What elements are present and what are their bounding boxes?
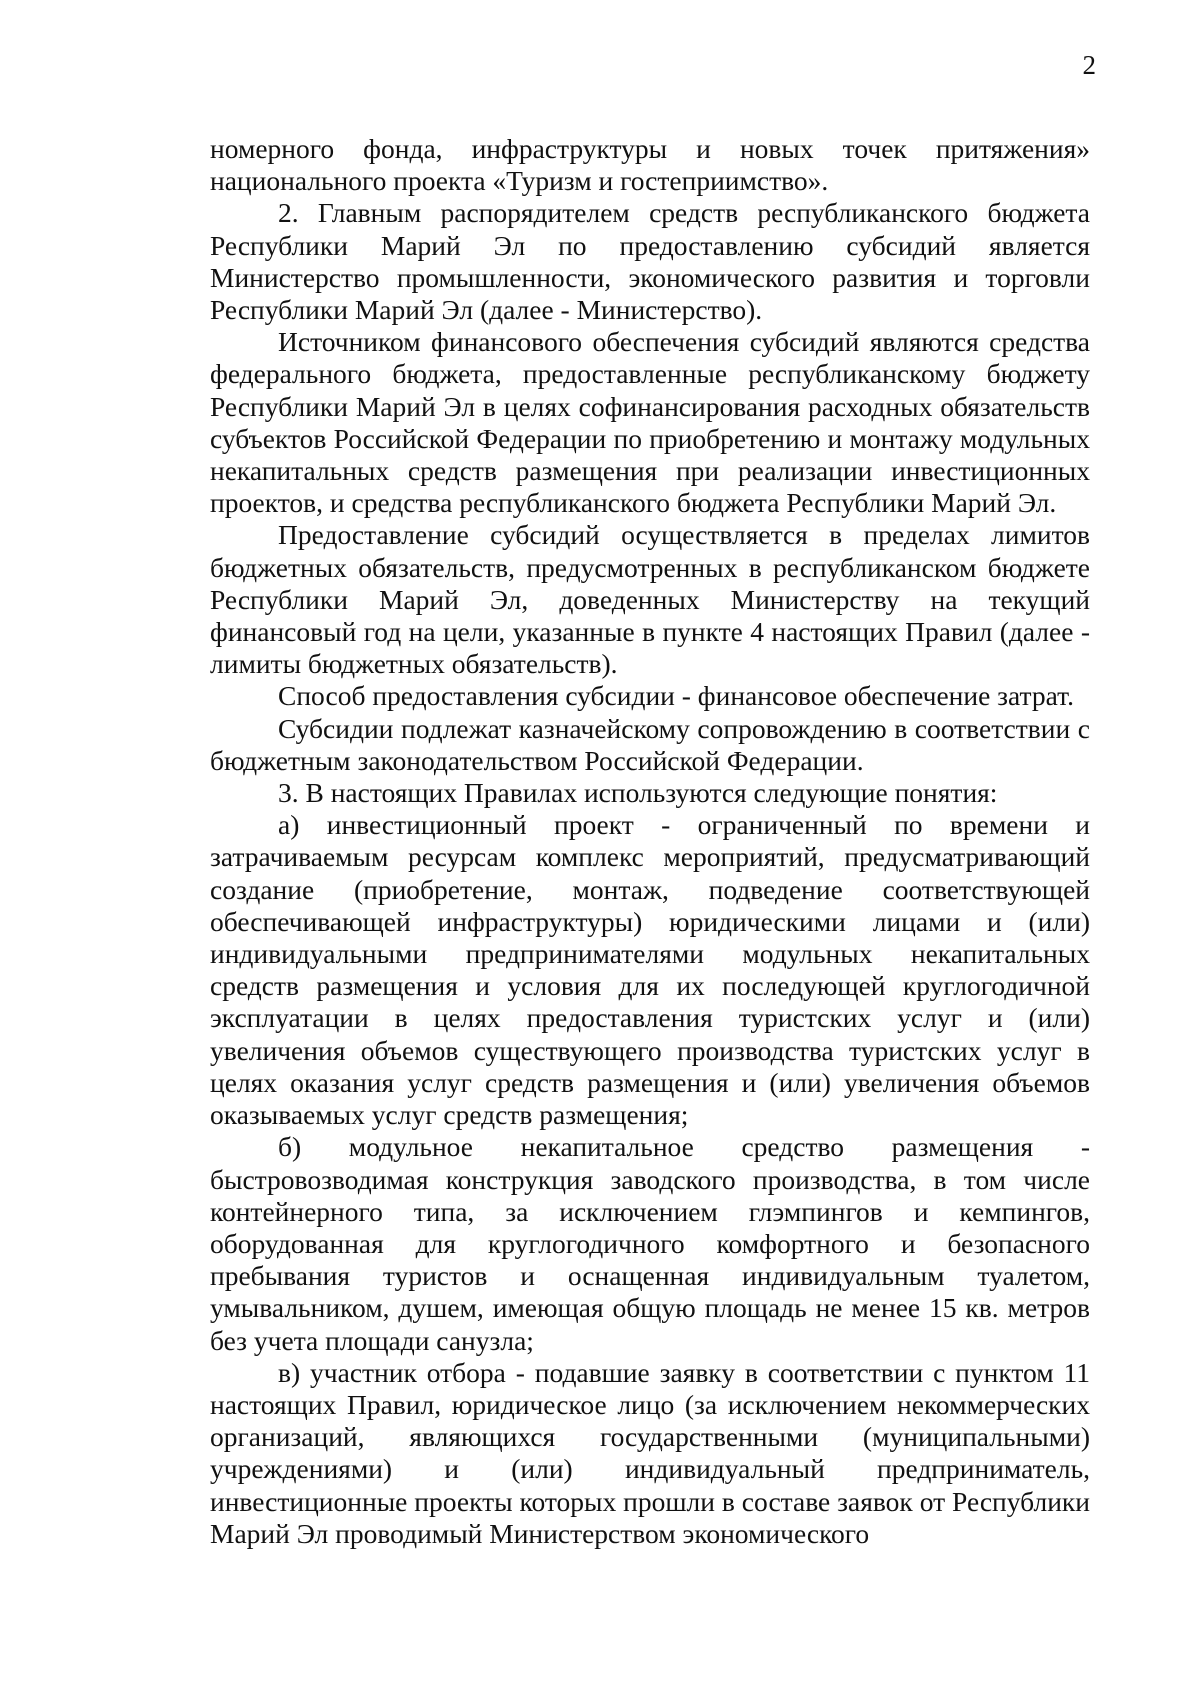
document-body	[210, 133, 1090, 1550]
paragraph: Субсидии подлежат казначейскому сопровождению в соответствии с бюджетным законодательством Российской Федерации.	[210, 712, 1090, 776]
paragraph: б) модульное некапитальное средство размещения - быстровозводимая конструкция заводского производства, в том числе контейнерного типа, за исключением глэмпингов и кемпингов, оборудованная для круглогодичного комфортного и безопасного пребывания туристов и оснащенная индивидуальным туалетом, умывальником, душем, имеющая общую площадь не менее 15 кв. метров без учета площади санузла;	[210, 1131, 1090, 1356]
paragraph: 3. В настоящих Правилах используются следующие понятия:	[278, 777, 998, 809]
paragraph: Источником финансового обеспечения субсидий являются средства федерального бюджета, предоставленные республиканскому бюджету Республики Марий Эл в целях софинансирования расходных обязательств субъектов Российской Федерации по приобретению и монтажу модульных некапитальных средств размещения при реализации инвестиционных проектов, и средства республиканского бюджета Республики Марий Эл.	[210, 326, 1090, 519]
paragraph: в) участник отбора - подавшие заявку в соответствии с пунктом 11 настоящих Правил, юридическое лицо (за исключением некоммерческих организаций, являющихся государственными (муниципальными) учреждениями) и (или) индивидуальный предприниматель, инвестиционные проекты которых прошли в составе заявок от Республики Марий Эл проводимый Министерством экономического	[210, 1356, 1090, 1549]
page-number: 2	[1082, 50, 1096, 80]
paragraph: Способ предоставления субсидии - финансовое обеспечение затрат.	[278, 680, 1074, 712]
paragraph: а) инвестиционный проект - ограниченный по времени и затрачиваемым ресурсам комплекс мероприятий, предусматривающий создание (приобретение, монтаж, подведение соответствующей обеспечивающей инфраструктуры) юридическими лицами и (или) индивидуальными предпринимателями модульных некапитальных средств размещения и условия для их последующей круглогодичной эксплуатации в целях предоставления туристских услуг и (или) увеличения объемов существующего производства туристских услуг в целях оказания услуг средств размещения и (или) увеличения объемов оказываемых услуг средств размещения;	[210, 809, 1090, 1131]
paragraph: 2. Главным распорядителем средств республиканского бюджета Республики Марий Эл по предоставлению субсидий является Министерство промышленности, экономического развития и торговли Республики Марий Эл (далее - Министерство).	[210, 197, 1090, 326]
paragraph: номерного фонда, инфраструктуры и новых точек притяжения» национального проекта «Туризм и гостеприимство».	[210, 133, 1090, 197]
paragraph: Предоставление субсидий осуществляется в пределах лимитов бюджетных обязательств, предусмотренных в республиканском бюджете Республики Марий Эл, доведенных Министерству на текущий финансовый год на цели, указанные в пункте 4 настоящих Правил (далее - лимиты бюджетных обязательств).	[210, 519, 1090, 680]
